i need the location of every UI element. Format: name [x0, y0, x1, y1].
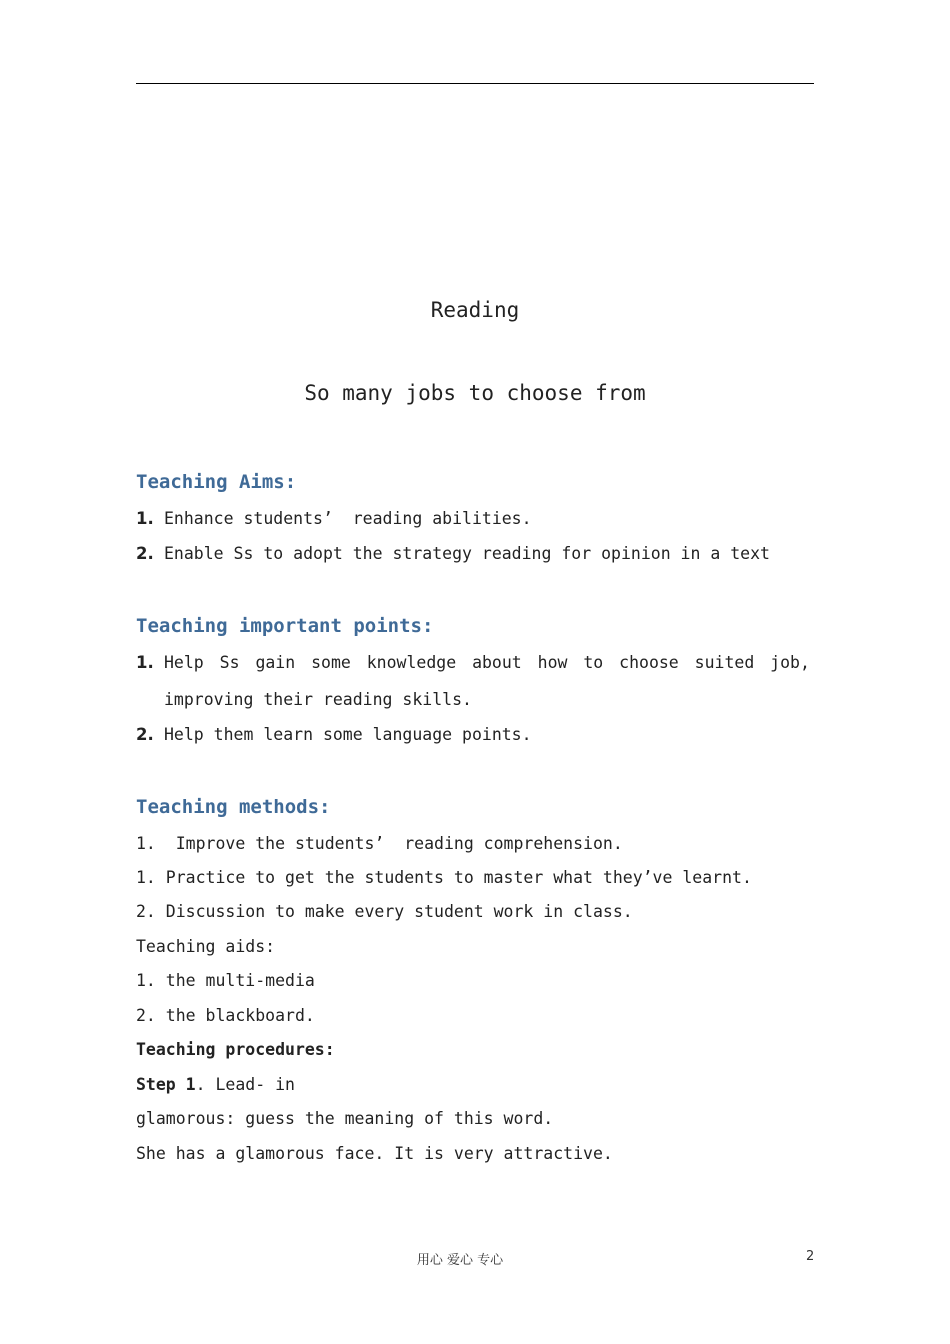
page-subtitle: So many jobs to choose from: [304, 381, 646, 405]
points-item-number: 1.: [136, 653, 154, 672]
aims-item-number: 2.: [136, 544, 154, 563]
aids-line: 1. the multi-media: [136, 971, 315, 990]
step-label: Step 1: [136, 1075, 196, 1094]
procedures-heading: Teaching procedures:: [136, 1040, 335, 1059]
methods-line: 2. Discussion to make every student work in class.: [136, 902, 633, 921]
aims-item-text: Enable Ss to adopt the strategy reading for opinion in a text: [164, 544, 770, 563]
methods-line: 1. Improve the students’ reading comprehension.: [136, 834, 623, 853]
word: choose: [619, 653, 679, 672]
methods-line: 1. Practice to get the students to master what they’ve learnt.: [136, 868, 752, 887]
word: to: [583, 653, 604, 672]
points-item-continuation: improving their reading skills.: [164, 690, 472, 709]
word: Help: [164, 653, 204, 672]
aims-item-number: 1.: [136, 509, 154, 528]
methods-heading: Teaching methods:: [136, 796, 331, 818]
points-item: [136, 725, 532, 744]
word: Ss: [219, 653, 240, 672]
step-text: . Lead- in: [195, 1075, 295, 1094]
header-rule: [136, 83, 814, 84]
aims-item: [136, 509, 532, 528]
aims-item-text: Enhance students’ reading abilities.: [164, 509, 532, 528]
step-line: [136, 1075, 295, 1094]
points-item-number: 2.: [136, 725, 154, 744]
word: suited: [694, 653, 755, 672]
points-heading: Teaching important points:: [136, 615, 434, 637]
footer-motto: 用心 爱心 专心: [416, 1253, 504, 1268]
aids-line: 2. the blackboard.: [136, 1006, 315, 1025]
page-title: Reading: [430, 298, 520, 322]
word: knowledge: [366, 653, 457, 672]
aims-heading: Teaching Aims:: [136, 471, 297, 493]
word: some: [311, 653, 351, 672]
aids-heading: Teaching aids:: [136, 937, 276, 956]
procedure-line: glamorous: guess the meaning of this word.: [136, 1109, 554, 1128]
procedure-line: She has a glamorous face. It is very attractive.: [136, 1144, 613, 1163]
points-item-text: Help them learn some language points.: [164, 725, 532, 744]
points-item-justified: [164, 653, 810, 672]
page-number: 2: [806, 1249, 815, 1264]
aims-item: [136, 544, 770, 563]
word: about: [472, 653, 522, 672]
word: how: [537, 653, 568, 672]
word: job,: [770, 653, 810, 672]
word: gain: [255, 653, 296, 672]
